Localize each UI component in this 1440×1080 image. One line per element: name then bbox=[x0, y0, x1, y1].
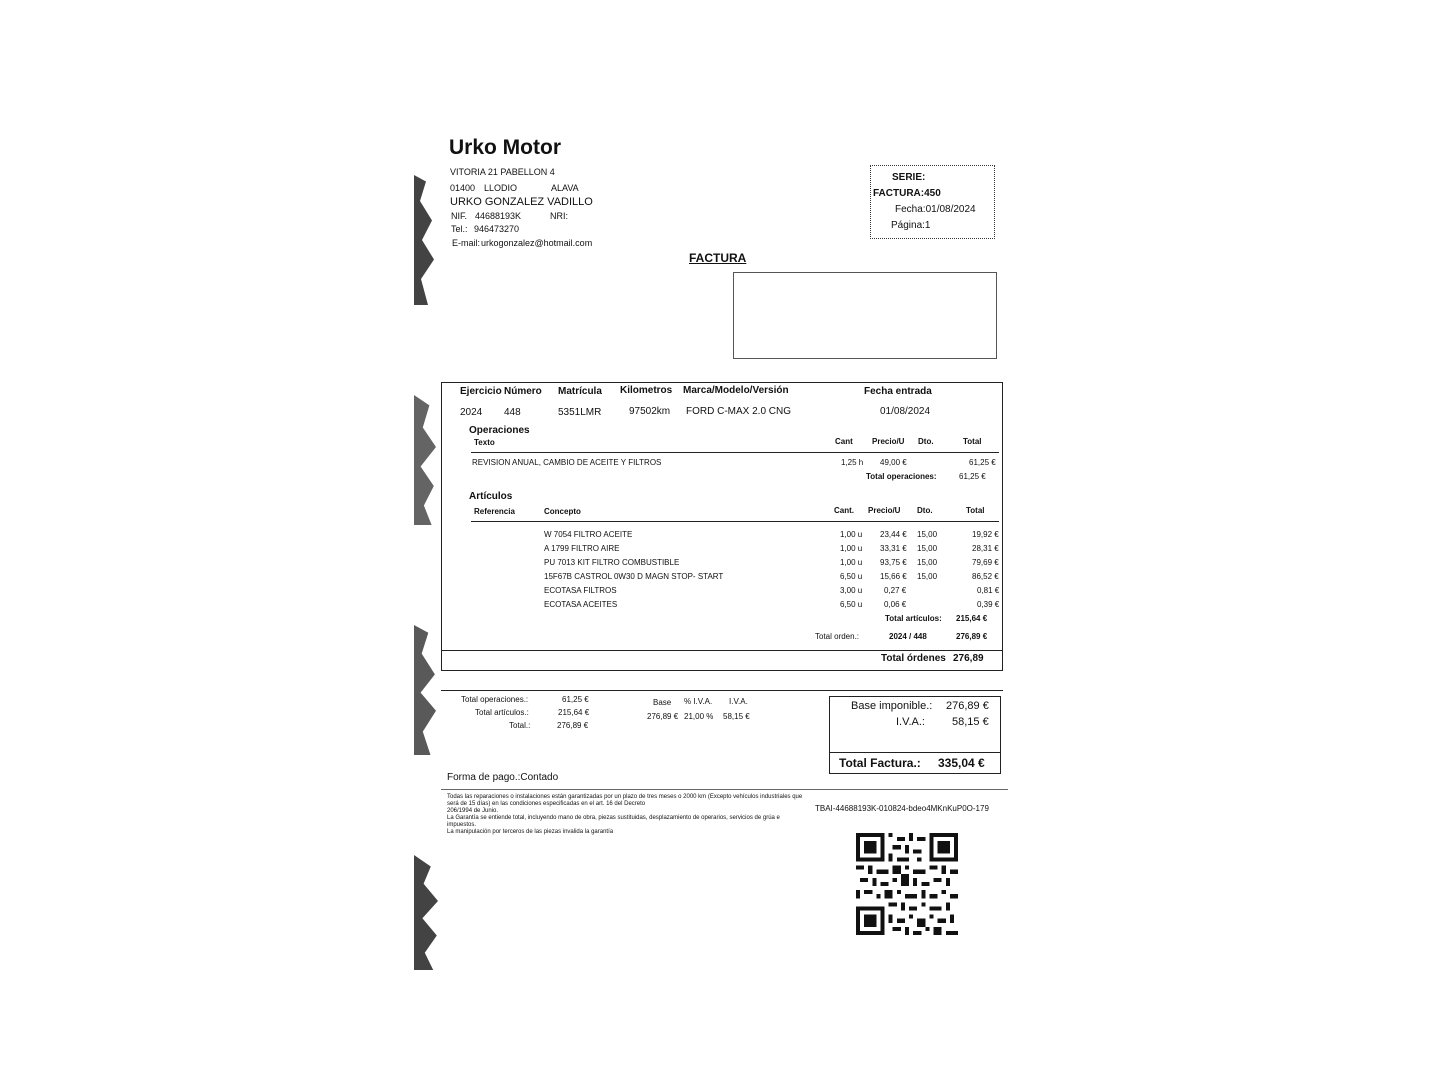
payment-method: Forma de pago.:Contado bbox=[447, 772, 559, 783]
summary-arts-label: Total artículos.: bbox=[475, 708, 529, 717]
arts-header-rule bbox=[471, 521, 999, 522]
table-row-dto: 15,00 bbox=[917, 544, 938, 553]
table-row-cant: 6,50 u bbox=[840, 600, 863, 609]
legal-line: La manipulación por terceros de las piezas invalida la garantía bbox=[447, 829, 614, 835]
table-row-precio: 15,66 € bbox=[880, 572, 907, 581]
km-value: 97502km bbox=[629, 406, 671, 417]
total-factura-value: 335,04 € bbox=[938, 756, 985, 770]
scan-artifact bbox=[414, 855, 438, 970]
ops-row-precio: 49,00 € bbox=[880, 458, 907, 467]
totals-box-divider bbox=[829, 752, 1001, 753]
scan-artifact bbox=[414, 175, 434, 305]
marca-header: Marca/Modelo/Versión bbox=[683, 385, 789, 396]
ops-total-header: Total bbox=[963, 437, 982, 446]
table-row-total: 0,39 € bbox=[977, 600, 1000, 609]
orden-total-label: Total orden.: bbox=[815, 632, 860, 641]
legal-line: será de 15 días) en las condiciones especificadas en el art. 16 del Decreto bbox=[447, 801, 646, 807]
tax-base-value: 276,89 € bbox=[647, 712, 679, 721]
iva-value: 58,15 € bbox=[952, 716, 989, 728]
table-row-total: 0,81 € bbox=[977, 586, 1000, 595]
arts-concepto-header: Concepto bbox=[544, 507, 581, 516]
table-row-dto: 15,00 bbox=[917, 572, 938, 581]
table-row-total: 86,52 € bbox=[972, 572, 999, 581]
scan-artifact bbox=[414, 625, 436, 755]
tax-pct-header: % I.V.A. bbox=[684, 697, 713, 706]
table-row-cant: 3,00 u bbox=[840, 586, 863, 595]
table-row-cant: 1,00 u bbox=[840, 544, 863, 553]
table-row-cant: 1,00 u bbox=[840, 558, 863, 567]
qr-code-icon bbox=[856, 833, 958, 935]
ops-total-label: Total operaciones: bbox=[866, 472, 937, 481]
table-row-precio: 33,31 € bbox=[880, 544, 907, 553]
serie-label: SERIE: bbox=[892, 172, 926, 183]
arts-precio-header: Precio/U bbox=[868, 506, 901, 515]
table-row-concepto: 15F67B CASTROL 0W30 D MAGN STOP- START bbox=[544, 572, 724, 581]
table-row-concepto: A 1799 FILTRO AIRE bbox=[544, 544, 620, 553]
factura-date: Fecha:01/08/2024 bbox=[895, 204, 976, 215]
company-postal-code: 01400 bbox=[450, 183, 476, 193]
fecha-entrada-header: Fecha entrada bbox=[864, 386, 932, 397]
nif-value: 44688193K bbox=[475, 211, 522, 221]
table-row-concepto: PU 7013 KIT FILTRO COMBUSTIBLE bbox=[544, 558, 680, 567]
ops-row-total: 61,25 € bbox=[969, 458, 996, 467]
summary-ops-label: Total operaciones.: bbox=[461, 695, 529, 704]
ops-precio-header: Precio/U bbox=[872, 437, 905, 446]
total-factura-label: Total Factura.: bbox=[839, 756, 921, 770]
base-imponible-value: 276,89 € bbox=[946, 700, 989, 712]
table-row-precio: 0,06 € bbox=[884, 600, 907, 609]
company-owner: URKO GONZALEZ VADILLO bbox=[450, 196, 593, 208]
summary-total-label: Total.: bbox=[509, 721, 531, 730]
numero-header: Número bbox=[504, 386, 542, 397]
tax-pct-value: 21,00 % bbox=[684, 712, 714, 721]
arts-total-label: Total artículos: bbox=[885, 614, 942, 623]
arts-total-header: Total bbox=[966, 506, 985, 515]
table-row-cant: 6,50 u bbox=[840, 572, 863, 581]
arts-dto-header: Dto. bbox=[917, 506, 933, 515]
base-imponible-label: Base imponible.: bbox=[851, 700, 933, 712]
total-ordenes-value: 276,89 bbox=[953, 653, 984, 664]
ops-dto-header: Dto. bbox=[918, 437, 934, 446]
total-ordenes-label: Total órdenes bbox=[881, 653, 946, 664]
matricula-header: Matrícula bbox=[558, 386, 602, 397]
company-address: VITORIA 21 PABELLON 4 bbox=[450, 167, 555, 177]
serie-box bbox=[870, 165, 995, 239]
summary-ops-value: 61,25 € bbox=[562, 695, 589, 704]
factura-number: FACTURA:450 bbox=[873, 188, 941, 199]
legal-line: 206/1994 de Junio. bbox=[447, 808, 499, 814]
table-row-total: 79,69 € bbox=[972, 558, 999, 567]
arts-cant-header: Cant. bbox=[834, 506, 854, 515]
ejercicio-value: 2024 bbox=[460, 407, 483, 418]
ops-row-texto: REVISION ANUAL, CAMBIO DE ACEITE Y FILTROS bbox=[472, 458, 662, 467]
legal-line: impuestos. bbox=[447, 822, 477, 828]
table-row-precio: 0,27 € bbox=[884, 586, 907, 595]
table-row-total: 28,31 € bbox=[972, 544, 999, 553]
table-row-precio: 23,44 € bbox=[880, 530, 907, 539]
ops-texto-header: Texto bbox=[474, 438, 495, 447]
ops-row-cant: 1,25 h bbox=[841, 458, 864, 467]
email-value: urkogonzalez@hotmail.com bbox=[481, 238, 593, 248]
tax-iva-value: 58,15 € bbox=[723, 712, 750, 721]
table-row-concepto: W 7054 FILTRO ACEITE bbox=[544, 530, 633, 539]
table-row-cant: 1,00 u bbox=[840, 530, 863, 539]
fecha-entrada-value: 01/08/2024 bbox=[880, 406, 931, 417]
matricula-value: 5351LMR bbox=[558, 407, 602, 418]
nif-label: NIF. bbox=[451, 211, 468, 221]
nri-label: NRI: bbox=[550, 211, 568, 221]
document-title: FACTURA bbox=[689, 251, 747, 265]
legal-rule bbox=[441, 789, 1008, 790]
legal-line: Todas las reparaciones o instalaciones están garantizadas por un plazo de tres meses o 2000 km (Excepto vehículos industriales que bbox=[447, 794, 803, 800]
table-row-concepto: ECOTASA FILTROS bbox=[544, 586, 617, 595]
orden-total-value: 276,89 € bbox=[956, 632, 988, 641]
marca-value: FORD C-MAX 2.0 CNG bbox=[686, 406, 792, 417]
company-city: LLODIO bbox=[484, 183, 518, 193]
divider bbox=[441, 650, 1003, 651]
table-row-dto: 15,00 bbox=[917, 530, 938, 539]
summary-total-value: 276,89 € bbox=[557, 721, 589, 730]
tax-base-header: Base bbox=[653, 698, 672, 707]
ops-cant-header: Cant bbox=[835, 437, 853, 446]
tel-value: 946473270 bbox=[474, 224, 520, 234]
legal-line: La Garantía se entiende total, incluyendo mano de obra, piezas sustituidas, desplazamiento de operarios, servicios de grúa e bbox=[447, 815, 780, 821]
tbai-code: TBAI-44688193K-010824-bdeo4MKnKuP0O-179 bbox=[815, 804, 989, 813]
arts-total-value: 215,64 € bbox=[956, 614, 988, 623]
summary-rule bbox=[441, 690, 1003, 691]
arts-ref-header: Referencia bbox=[474, 507, 515, 516]
company-name: Urko Motor bbox=[449, 136, 561, 159]
articulos-title: Artículos bbox=[469, 491, 513, 502]
client-address-box bbox=[733, 272, 997, 359]
table-row-dto: 15,00 bbox=[917, 558, 938, 567]
iva-label: I.V.A.: bbox=[896, 716, 925, 728]
numero-value: 448 bbox=[504, 407, 521, 418]
ejercicio-header: Ejercicio bbox=[460, 386, 502, 397]
table-row-concepto: ECOTASA ACEITES bbox=[544, 600, 618, 609]
tax-iva-header: I.V.A. bbox=[729, 697, 748, 706]
scan-artifact bbox=[414, 395, 436, 525]
tel-label: Tel.: bbox=[451, 224, 468, 234]
table-row-precio: 93,75 € bbox=[880, 558, 907, 567]
table-row-total: 19,92 € bbox=[972, 530, 999, 539]
ops-total-value: 61,25 € bbox=[959, 472, 986, 481]
orden-ref: 2024 / 448 bbox=[889, 632, 927, 641]
km-header: Kilometros bbox=[620, 385, 673, 396]
ops-header-rule bbox=[471, 452, 999, 453]
email-label: E-mail: bbox=[452, 238, 481, 248]
summary-arts-value: 215,64 € bbox=[558, 708, 590, 717]
operaciones-title: Operaciones bbox=[469, 425, 530, 436]
company-province: ALAVA bbox=[551, 183, 579, 193]
page-number: Página:1 bbox=[891, 220, 931, 231]
